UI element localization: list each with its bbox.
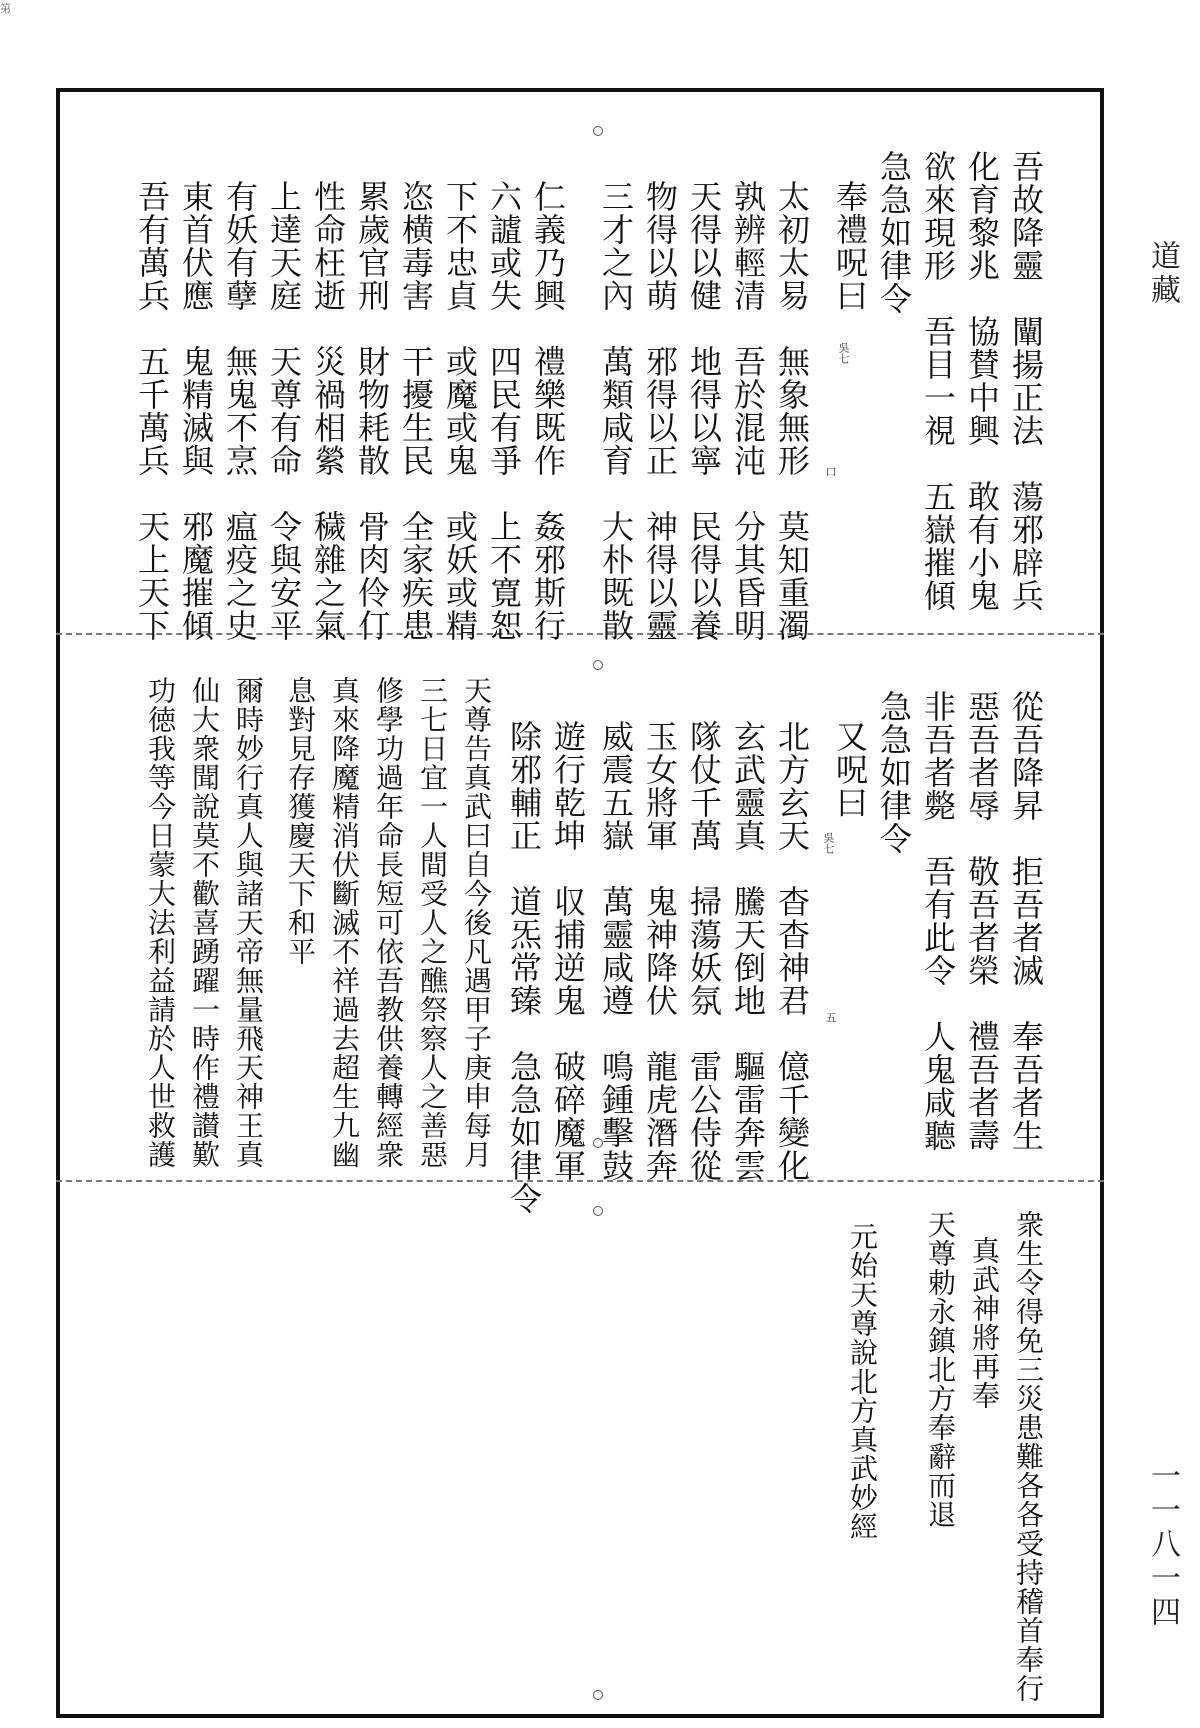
margin-note: 吳七 [822, 832, 835, 854]
opening-column: 從吾降昇 拒吾者滅 奉吾者生 [1007, 690, 1045, 1152]
mantra-column: 吾故降靈 闡揚正法 蕩邪辟兵 [1007, 150, 1045, 612]
opening-column: 非吾者斃 吾有此令 人鬼咸聽 [919, 690, 957, 1152]
prose-column: 三七日宜一人間受人之醮祭察人之善惡 [416, 676, 449, 1169]
closing-column: 天尊勅永鎮北方奉辭而退 [924, 1210, 957, 1529]
hymn-column: 性命枉逝 災禍相縈 穢雜之氣 [309, 180, 347, 642]
opening-column: 急急如律令 [875, 690, 913, 855]
registration-mark [593, 1206, 603, 1216]
hymn-column: 太初太易 無象無形 莫知重濁 [773, 180, 811, 642]
hymn-column: 物得以萌 邪得以正 神得以靈 [641, 180, 679, 642]
closing-column: 衆生令得免三災患難各各受持稽首奉行 [1012, 1210, 1045, 1703]
hymn-column: 有妖有孽 無鬼不烹 瘟疫之史 [221, 180, 259, 642]
hymn-column: 仁義乃興 禮樂既作 姦邪斯行 [529, 180, 567, 642]
opening-column: 又呪曰 [831, 720, 869, 819]
hymn-column: 東首伏應 鬼精滅與 邪魔摧傾 [177, 180, 215, 642]
page-number: 一一八一四 [1145, 1460, 1180, 1630]
hymn-column: 上達天庭 天尊有命 令與安平 [265, 180, 303, 642]
margin-note: 五 [824, 1012, 837, 1023]
corner-mark: 第 [0, 2, 11, 15]
registration-mark [593, 126, 603, 136]
prose-column: 息對見存獲慶天下和平 [284, 676, 317, 966]
hymn-column: 累歲官刑 財物耗散 骨肉伶仃 [353, 180, 391, 642]
sutra-title: 元始天尊說北方真武妙經 [846, 1222, 879, 1541]
hymn-column: 吾有萬兵 五千萬兵 天上天下 [133, 180, 171, 642]
incantation-column: 威震五嶽 萬靈咸遵 鳴鍾擊鼓 [597, 720, 635, 1182]
mantra-column: 急急如律令 [875, 150, 913, 315]
incantation-column: 玄武靈真 騰天倒地 驅雷奔雲 [729, 720, 767, 1182]
margin-note: 口 [824, 466, 837, 477]
opening-column: 惡吾者辱 敬吾者榮 禮吾者壽 [963, 690, 1001, 1152]
mantra-column: 化育黎兆 協賛中興 敢有小鬼 [963, 150, 1001, 612]
mantra-column: 欲來現形 吾目一視 五嶽摧傾 [919, 150, 957, 612]
margin-note: 吳七 [837, 342, 850, 364]
closing-column: 真武神將再奉 [968, 1236, 1001, 1410]
incantation-column: 隊仗千萬 掃蕩妖氛 雷公侍從 [685, 720, 723, 1182]
registration-mark [593, 660, 603, 670]
prose-column: 修學功過年命長短可依吾教供養轉經衆 [372, 676, 405, 1169]
registration-mark [593, 1690, 603, 1700]
hymn-column: 天得以健 地得以寧 民得以養 [685, 180, 723, 642]
hymn-column: 下不忠貞 或魔或鬼 或妖或精 [441, 180, 479, 642]
collection-label: 道藏 [1145, 240, 1180, 308]
mantra-column: 奉禮呪曰 [831, 180, 869, 312]
hymn-column: 六謯或失 四民有爭 上不寛恕 [485, 180, 523, 642]
prose-column: 爾時妙行真人與諸天帝無量飛天神王真 [232, 676, 265, 1169]
incantation-column: 遊行乾坤 収捕逆鬼 破碎魔軍 [549, 720, 587, 1182]
prose-column: 天尊告真武曰自今後凡遇甲子庚申每月 [460, 676, 493, 1169]
prose-column: 真來降魔精消伏斷滅不祥過去超生九幽 [328, 676, 361, 1169]
hymn-column: 恣横毒害 干擾生民 全家疾患 [397, 180, 435, 642]
incantation-column: 北方玄天 杳杳神君 億千變化 [773, 720, 811, 1182]
incantation-column: 玉女將軍 鬼神降伏 龍虎潛奔 [641, 720, 679, 1182]
prose-column: 仙大衆聞說莫不歡喜踴躍一時作禮讃歎 [188, 676, 221, 1169]
incantation-column: 除邪輔正 道炁常臻 急急如律令 [505, 720, 543, 1215]
hymn-column: 孰辨輕清 吾於混沌 分其昏明 [729, 180, 767, 642]
prose-column: 功徳我等今日蒙大法利益請於人世救護 [144, 676, 177, 1169]
hymn-column: 三才之內 萬類咸育 大朴既散 [597, 180, 635, 642]
